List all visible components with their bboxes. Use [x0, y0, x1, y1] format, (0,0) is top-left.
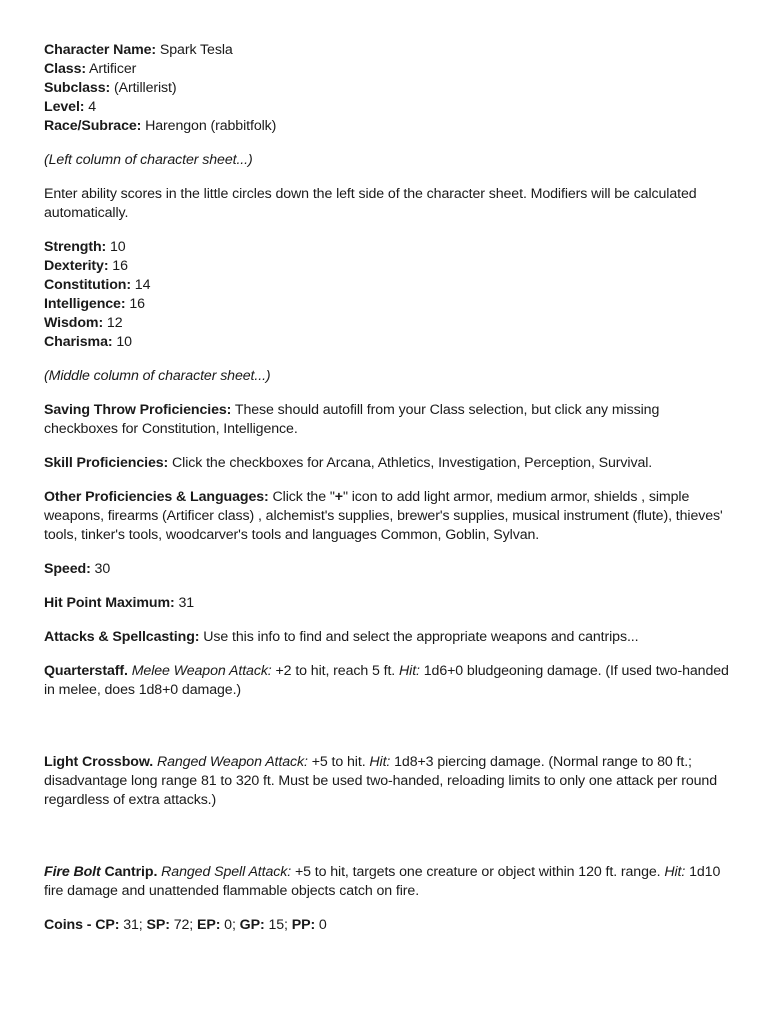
ability-value: 12: [106, 315, 123, 331]
ability-value: 10: [116, 334, 132, 350]
ability-value: 16: [112, 258, 128, 274]
crossbow-hit-text: 1d8+3 piercing damage. (Normal range to 80 ft.; disadvantage long range 81 to 320 ft. Must be used two-handed, reloading limits to only one attack per round regardless of extra attacks.): [44, 754, 718, 808]
firebolt-name-rest: Cantrip.: [104, 864, 158, 880]
level-value: 4: [88, 99, 97, 115]
crossbow-attack-type: Ranged Weapon Attack:: [156, 754, 308, 770]
middle-column-note: [44, 367, 734, 386]
firebolt-paragraph: [44, 863, 734, 901]
crossbow-paragraph: [44, 753, 734, 810]
attacks-text: Use this info to find and select the appropriate weapons and cantrips...: [203, 629, 639, 645]
character-name-value: Spark Tesla: [159, 42, 233, 58]
other-proficiencies-text-before: Click the ": [272, 489, 335, 505]
coins-gp-label: GP:: [239, 917, 265, 933]
plus-icon-text: +: [334, 489, 343, 505]
quarterstaff-attack-text: +2 to hit, reach 5 ft.: [275, 663, 396, 679]
ability-wisdom: [44, 314, 734, 333]
skill-text: Click the checkboxes for Arcana, Athletics, Investigation, Perception, Survival.: [172, 455, 653, 471]
hp-label: Hit Point Maximum:: [44, 595, 175, 611]
character-name-label: Character Name:: [44, 42, 157, 58]
ability-dexterity: [44, 257, 734, 276]
ability-label: Intelligence:: [44, 296, 126, 312]
skill-label: Skill Proficiencies:: [44, 455, 169, 471]
firebolt-hit-label: Hit:: [664, 864, 686, 880]
ability-label: Constitution:: [44, 277, 131, 293]
firebolt-attack-type: Ranged Spell Attack:: [161, 864, 292, 880]
class-value: Artificer: [89, 61, 137, 77]
coins-paragraph: Coins - CP: 31; SP: 72; EP: 0; GP: 15; PP: 0: [44, 917, 327, 933]
subclass-line: [44, 79, 734, 98]
subclass-value: (Artillerist): [113, 80, 177, 96]
saving-throw-paragraph: [44, 401, 734, 439]
left-column-note: [44, 151, 734, 170]
ability-intelligence: [44, 295, 734, 314]
coins-cp-label: Coins - CP:: [44, 917, 120, 933]
saving-throw-text: These should autofill from your Class selection, but click any missing checkboxes for Constitution, Intelligence.: [44, 402, 660, 437]
race-value: Harengon (rabbitfolk): [145, 118, 277, 134]
speed-value: 30: [94, 561, 111, 577]
ability-value: 16: [129, 296, 145, 312]
ability-label: Wisdom:: [44, 315, 104, 331]
coins-ep-value: 0: [224, 917, 232, 933]
quarterstaff-attack-type: Melee Weapon Attack:: [131, 663, 272, 679]
coins-sp-value: 72: [173, 917, 190, 933]
quarterstaff-hit-label: Hit:: [399, 663, 420, 679]
other-proficiencies-label: Other Proficiencies & Languages:: [44, 489, 269, 505]
ability-charisma: [44, 333, 734, 352]
ability-label: Strength:: [44, 239, 107, 255]
firebolt-name-italic: Fire Bolt: [44, 864, 101, 880]
attacks-label: Attacks & Spellcasting:: [44, 629, 200, 645]
coins-cp-value: 31: [123, 917, 139, 933]
skill-paragraph: [44, 454, 734, 473]
level-line: [44, 98, 734, 117]
coins-ep-label: EP:: [196, 917, 221, 933]
ability-label: Dexterity:: [44, 258, 109, 274]
other-proficiencies-paragraph: [44, 488, 734, 545]
ability-intro: Enter ability scores in the little circles down the left side of the character sheet. Modifiers will be calculated automatically.: [44, 186, 697, 221]
race-line: [44, 117, 734, 136]
ability-strength: [44, 238, 734, 257]
hp-paragraph: [44, 594, 734, 613]
coins-sp-label: SP:: [146, 917, 170, 933]
left-column-note-text: (Left column of character sheet...): [44, 152, 253, 168]
firebolt-attack-text: +5 to hit, targets one creature or object within 120 ft. range.: [294, 864, 661, 880]
character-header: [44, 41, 734, 136]
ability-value: 10: [110, 239, 126, 255]
hp-value: 31: [178, 595, 195, 611]
other-proficiencies-text-after: " icon to add light armor, medium armor, shields , simple weapons, firearms (Artificer class) , alchemist's supplies, brewer's supplies, musical instrument (flute), thieves' tools, tinker's tools, woodcarver's tools and languages Common, Goblin, Sylvan.: [44, 489, 723, 543]
middle-column-note-text: (Middle column of character sheet...): [44, 368, 271, 384]
level-label: Level:: [44, 99, 85, 115]
attacks-paragraph: [44, 628, 734, 647]
coins-pp-value: 0: [318, 917, 327, 933]
ability-scores: [44, 238, 734, 352]
coins-gp-value: 15: [268, 917, 285, 933]
character-name-line: [44, 41, 734, 60]
class-label: Class:: [44, 61, 86, 77]
document-page: [44, 41, 734, 935]
crossbow-hit-label: Hit:: [369, 754, 391, 770]
quarterstaff-paragraph: [44, 662, 734, 700]
ability-constitution: [44, 276, 734, 295]
subclass-label: Subclass:: [44, 80, 111, 96]
speed-paragraph: [44, 560, 734, 579]
race-label: Race/Subrace:: [44, 118, 142, 134]
ability-label: Charisma:: [44, 334, 113, 350]
coins-pp-label: PP:: [291, 917, 316, 933]
crossbow-attack-text: +5 to hit.: [311, 754, 366, 770]
firebolt-hit-text: 1d10 fire damage and unattended flammable objects catch on fire.: [44, 864, 721, 899]
class-line: [44, 60, 734, 79]
ability-value: 14: [134, 277, 151, 293]
crossbow-name: Light Crossbow.: [44, 754, 154, 770]
speed-label: Speed:: [44, 561, 91, 577]
saving-throw-label: Saving Throw Proficiencies:: [44, 402, 232, 418]
quarterstaff-name: Quarterstaff.: [44, 663, 128, 679]
quarterstaff-hit-text: 1d6+0 bludgeoning damage. (If used two-handed in melee, does 1d8+0 damage.): [44, 663, 729, 698]
